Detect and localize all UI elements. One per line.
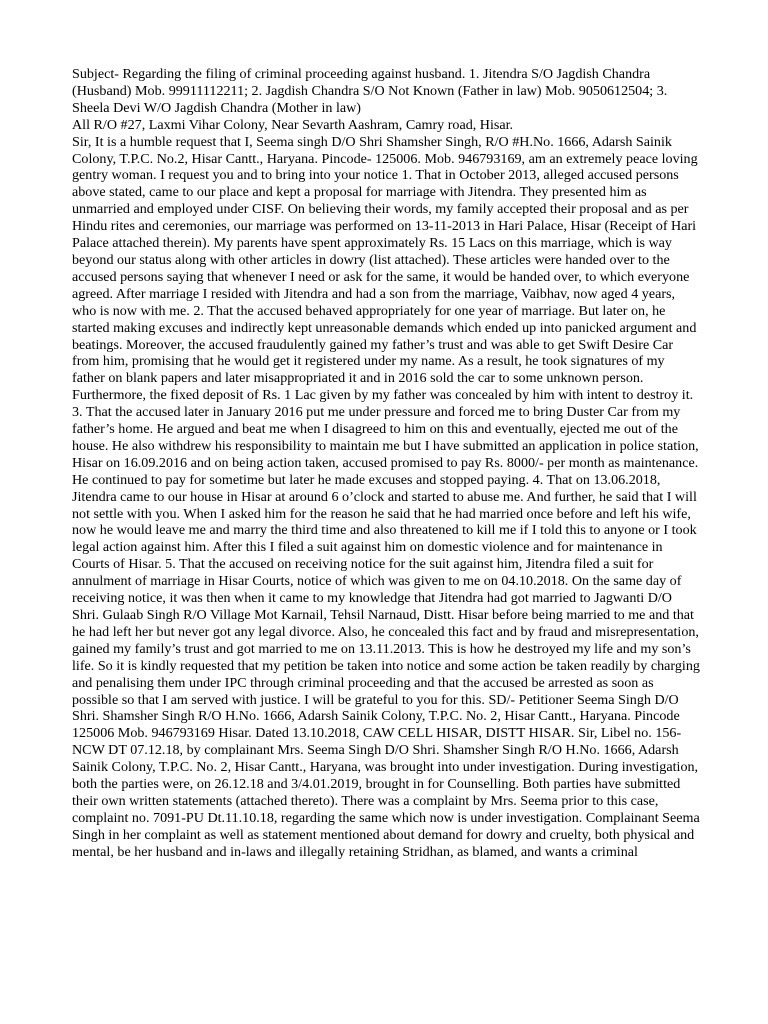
address-paragraph: All R/O #27, Laxmi Vihar Colony, Near Sevarth Aashram, Camry road, Hisar. <box>72 116 514 133</box>
body-paragraph: Sir, It is a humble request that I, Seema singh D/O Shri Shamsher Singh, R/O #H.No. 1666, Adarsh Sainik Colony, T.P.C. No.2, Hisar Cantt., Haryana. Pincode- 125006. Mob. 946793169, am an extremely peace loving gentry woman. I request you and to bring into your notice 1. That in October 2013, alleged accused persons above stated, came to our place and kept a proposal for marriage with Jitendra. They presented him as unmarried and employed under CISF. On believing their words, my family accepted their proposal and as per Hindu rites and ceremonies, our marriage was performed on 13-11-2013 in Hari Palace, Hisar (Receipt of Hari Palace attached therein). My parents have spent approximately Rs. 15 Lacs on this marriage, which is way beyond our status along with other articles in dowry (list attached). These articles were handed over to the accused persons saying that whenever I need or ask for the same, it would be handed over, to which everyone agreed. After marriage I resided with Jitendra and had a son from the marriage, Vaibhav, now aged 4 years, who is now with me. 2. That the accused behaved appropriately for one year of marriage. But later on, he started making excuses and indirectly kept unreasonable demands which ended up into panicked argument and beatings. Moreover, the accused fraudulently gained my father’s trust and was able to get Swift Desire Car from him, promising that he would get it registered under my name. As a result, he took signatures of my father on blank papers and later misappropriated it and in 2016 sold the car to some unknown person. Furthermore, the fixed deposit of Rs. 1 Lac given by my father was concealed by him with intent to destroy it. 3. That the accused later in January 2016 put me under pressure and forced me to bring Duster Car from my father’s home. He argued and beat me when I disagreed to him on this and eventually, ejected me out of the house. He also withdrew his responsibility to maintain me but I have submitted an application in police station, Hisar on 16.09.2016 and on being action taken, accused promised to pay Rs. 8000/- per month as maintenance. He continued to pay for sometime but later he made excuses and stopped paying. 4. That on 13.06.2018, Jitendra came to our house in Hisar at around 6 o’clock and started to abuse me. And further, he said that I will not settle with you. When I asked him for the reason he said that he had married once before and left his wife, now he would leave me and marry the third time and also threatened to kill me if I told this to anyone or I took legal action against him. After this I filed a suit against him on domestic violence and for maintenance in Courts of Hisar. 5. That the accused on receiving notice for the suit against him, Jitendra filed a suit for annulment of marriage in Hisar Courts, notice of which was given to me on 04.10.2018. On the same day of receiving notice, it was then when it came to my knowledge that Jitendra had got married to Jagwanti D/O Shri. Gulaab Singh R/O Village Mot Karnail, Tehsil Narnaud, Distt. Hisar before being married to me and that he had left her but never got any legal divorce. Also, he concealed this fact and by fraud and misrepresentation, gained my family’s trust and got married to me on 13.11.2013. This is how he destroyed my life and my son’s life. So it is kindly requested that my petition be taken into notice and some action be taken readily by charging and penalising them under IPC through criminal proceeding and that the accused be arrested as soon as possible so that I am served with justice. I will be grateful to you for this. SD/- Petitioner Seema Singh D/O Shri. Shamsher Singh R/O H.No. 1666, Adarsh Sainik Colony, T.P.C. No. 2, Hisar Cantt., Haryana. Pincode 125006 Mob. 946793169 Hisar. Dated 13.10.2018, CAW CELL HISAR, DISTT HISAR. Sir, Libel no. 156-NCW DT 07.12.18, by complainant Mrs. Seema Singh D/O Shri. Shamsher Singh R/O H.No. 1666, Adarsh Sainik Colony, T.P.C. No. 2, Hisar Cantt., Haryana, was brought into under investigation. During investigation, both the parties were, on 26.12.18 and 3/4.01.2019, brought in for Counselling. Both parties have submitted their own written statements (attached thereto). There was a complaint by Mrs. Seema prior to this case, complaint no. 7091-PU Dt.11.10.18, regarding the same which now is under investigation. Complainant Seema Singh in her complaint as well as statement mentioned about demand for dowry and cruelty, both physical and mental, be her husband and in-laws and illegally retaining Stridhan, as blamed, and wants a criminal <box>72 133 700 860</box>
subject-paragraph: Subject- Regarding the filing of criminal proceeding against husband. 1. Jitendra S/O Jagdish Chandra (Husband) Mob. 99911112211; 2. Jagdish Chandra S/O Not Known (Father in law) Mob. 9050612504; 3. Sheela Devi W/O Jagdish Chandra (Mother in law) <box>72 66 668 116</box>
document-text <box>72 66 700 861</box>
